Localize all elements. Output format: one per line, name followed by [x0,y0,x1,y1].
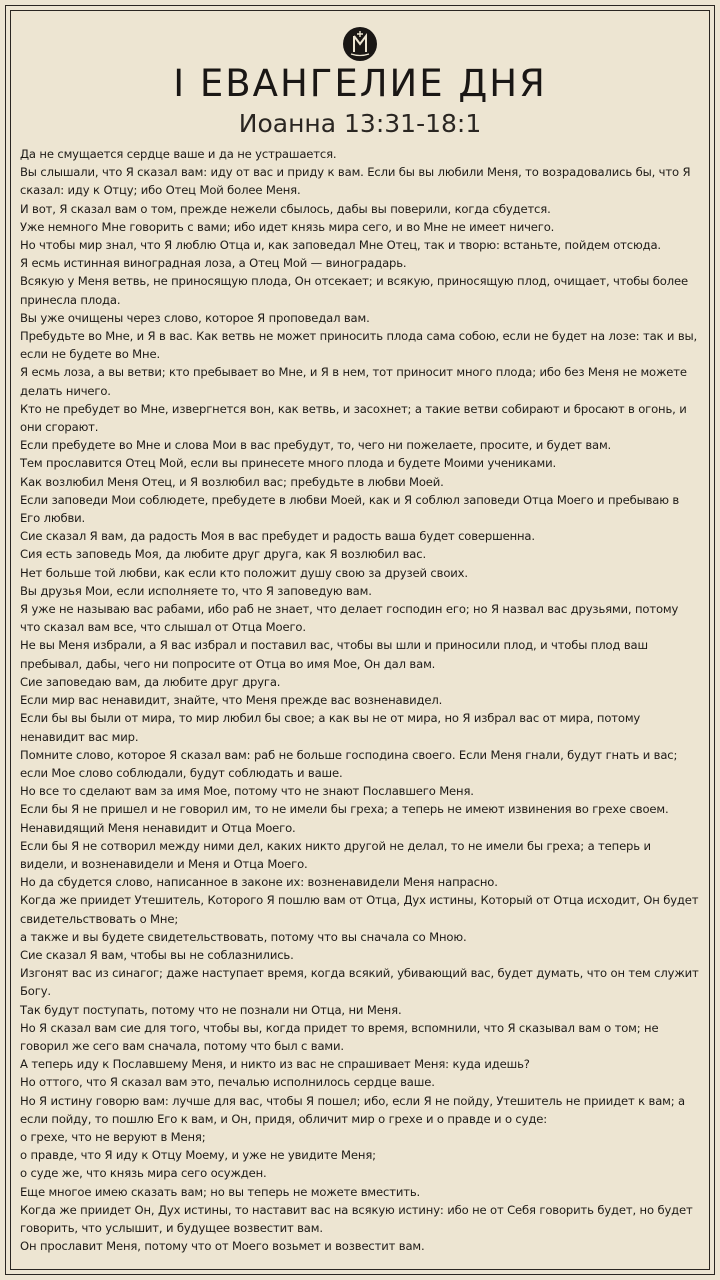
verse-line: Я есмь истинная виноградная лоза, а Отец Мой — виноградарь. [20,256,407,271]
verse-line: Если заповеди Мои соблюдете, пребудете в любви Моей, как и Я соблюл заповеди Отца Моего и пребываю в Его любви. [20,492,680,526]
verse-line: Когда же приидет Он, Дух истины, то наставит вас на всякую истину: ибо не от Себя говорить будет, но будет говорить, что услышит, и будущее возвестит вам. [20,1202,693,1235]
verse-line: Еще многое имею сказать вам; но вы теперь не можете вместить. [20,1184,421,1199]
verse-line: Да не смущается сердце ваше и да не устрашается. [20,147,337,161]
verse-line: Если пребудете во Мне и слова Мои в вас пребудут, то, чего ни пожелаете, просите, и будет вам. [20,438,612,453]
verse-line: о грехе, что не веруют в Меня; [20,1129,206,1144]
verse-line: Изгонят вас из синагог; даже наступает время, когда всякий, убивающий вас, будет думать, что он тем служит Богу. [20,966,699,999]
verse-line: а также и вы будете свидетельствовать, потому что вы сначала со Мною. [20,929,467,944]
verse-line: Вы друзья Мои, если исполняете то, что Я заповедую вам. [20,583,372,598]
verse-line: Если мир вас ненавидит, знайте, что Меня прежде вас возненавидел. [20,693,443,708]
verse-line: Я уже не называю вас рабами, ибо раб не знает, что делает господин его; но Я назвал вас друзьями, потому что сказал вам все, что слышал от Отца Моего. [20,602,679,635]
monogram-logo-icon [342,26,378,62]
verse-line: о правде, что Я иду к Отцу Моему, и уже не увидите Меня; [20,1148,376,1163]
verse-line: Не вы Меня избрали, а Я вас избрал и поставил вас, чтобы вы шли и приносили плод, и чтобы плод ваш пребывал, дабы, чего ни попросите от Отца во имя Мое, Он дал вам. [20,638,648,671]
page-title: I ЕВАНГЕЛИЕ ДНЯ [173,62,547,105]
verse-line: Но оттого, что Я сказал вам это, печалью исполнилось сердце ваше. [20,1075,435,1090]
verse-line: Если бы Я не пришел и не говорил им, то не имели бы греха; а теперь не имеют извинения во грехе своем. [20,802,669,817]
verse-line: Если бы Я не сотворил между ними дел, каких никто другой не делал, то не имели бы греха; а теперь и видели, и возненавидели и Меня и Отца Моего. [20,838,651,871]
verse-line: Когда же приидет Утешитель, Которого Я пошлю вам от Отца, Дух истины, Который от Отца исходит, Он будет свидетельствовать о Мне; [20,893,699,926]
gospel-text [20,145,700,1255]
verse-line: И вот, Я сказал вам о том, прежде нежели сбылось, дабы вы поверили, когда сбудется. [20,201,551,216]
verse-line: Но Я истину говорю вам: лучше для вас, чтобы Я пошел; ибо, если Я не пойду, Утешитель не приидет к вам; а если пойду, то пошлю Его к вам, и Он, придя, обличит мир о грехе и о правде и о суде: [20,1093,686,1126]
verse-line: Как возлюбил Меня Отец, и Я возлюбил вас; пребудьте в любви Моей. [20,474,444,489]
verse-line: Так будут поступать, потому что не познали ни Отца, ни Меня. [20,1002,402,1017]
verse-line: Сие сказал Я вам, чтобы вы не соблазнились. [20,947,294,962]
verse-line: Вы слышали, что Я сказал вам: иду от вас и приду к вам. Если бы вы любили Меня, то возрадовались бы, что Я сказал: иду к Отцу; ибо Отец Мой более Меня. [20,165,691,198]
scripture-reference: Иоанна 13:31-18:1 [238,109,482,138]
verse-line: А теперь иду к Пославшему Меня, и никто из вас не спрашивает Меня: куда идешь? [20,1057,530,1072]
verse-line: Я есмь лоза, а вы ветви; кто пребывает во Мне, и Я в нем, тот приносит много плода; ибо без Меня не можете делать ничего. [20,365,687,398]
verse-line: Но все то сделают вам за имя Мое, потому что не знают Пославшего Меня. [20,784,474,799]
verse-line: Но Я сказал вам сие для того, чтобы вы, когда придет то время, вспомнили, что Я сказывал вам о том; не говорил же сего вам сначала, потому что был с вами. [20,1020,659,1053]
verse-line: Уже немного Мне говорить с вами; ибо идет князь мира сего, и во Мне не имеет ничего. [20,219,555,234]
verse-line: Он прославит Меня, потому что от Моего возьмет и возвестит вам. [20,1239,425,1254]
verse-line: Помните слово, которое Я сказал вам: раб не больше господина своего. Если Меня гнали, будут гнать и вас; если Мое слово соблюдали, будут соблюдать и ваше. [20,747,678,780]
verse-line: Сие заповедаю вам, да любите друг друга. [20,674,281,689]
verse-line: Если бы вы были от мира, то мир любил бы свое; а как вы не от мира, но Я избрал вас от мира, потому ненавидит вас мир. [20,711,641,744]
verse-line: Но да сбудется слово, написанное в законе их: возненавидели Меня напрасно. [20,875,498,890]
verse-line: Тем прославится Отец Мой, если вы принесете много плода и будете Моими учениками. [20,456,557,471]
verse-line: Ненавидящий Меня ненавидит и Отца Моего. [20,820,296,835]
verse-line: Сие сказал Я вам, да радость Моя в вас пребудет и радость ваша будет совершенна. [20,529,535,544]
verse-line: Сия есть заповедь Моя, да любите друг друга, как Я возлюбил вас. [20,547,426,562]
verse-line: Вы уже очищены через слово, которое Я проповедал вам. [20,310,370,325]
verse-line: Кто не пребудет во Мне, извергнется вон, как ветвь, и засохнет; а такие ветви собирают и бросают в огонь, и они сгорают. [20,401,687,435]
verse-line: Всякую у Меня ветвь, не приносящую плода, Он отсекает; и всякую, приносящую плод, очищает, чтобы более принесла плода. [20,274,688,307]
verse-line: Пребудьте во Мне, и Я в вас. Как ветвь не может приносить плода сама собою, если не будет на лозе: так и вы, если не будете во Мне. [20,329,698,362]
verse-line: Но чтобы мир знал, что Я люблю Отца и, как заповедал Мне Отец, так и творю: встаньте, пойдем отсюда. [20,238,661,253]
verse-line: Нет больше той любви, как если кто положит душу свою за друзей своих. [20,565,468,580]
verse-line: о суде же, что князь мира сего осужден. [20,1166,267,1181]
